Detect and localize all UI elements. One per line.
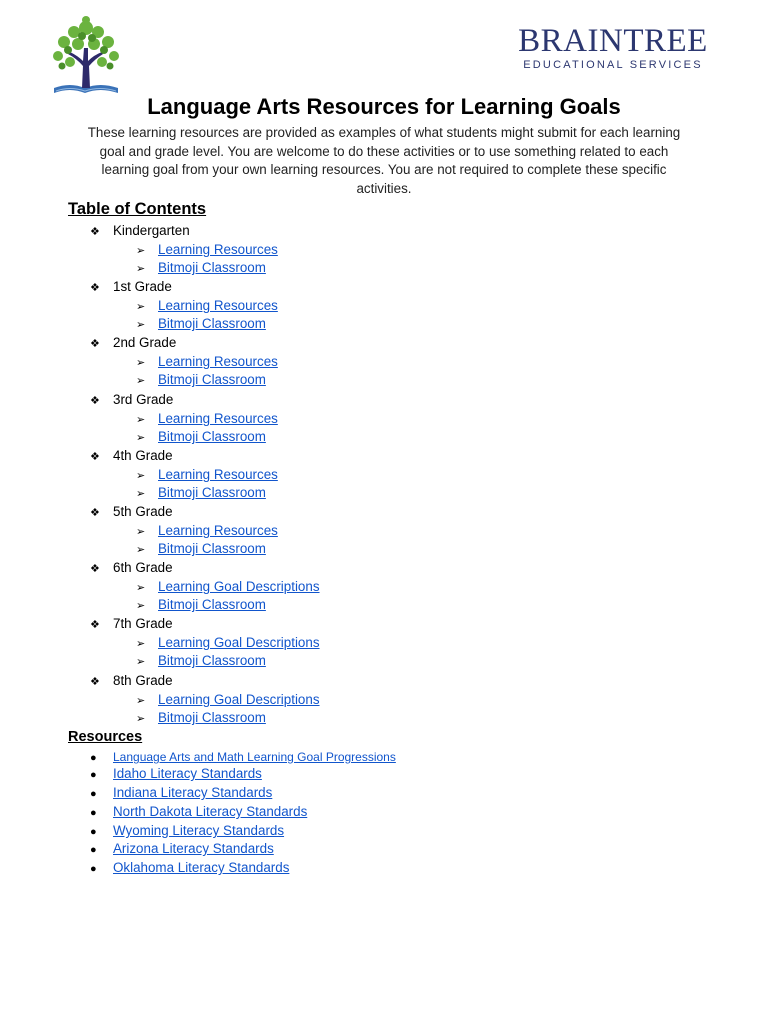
diamond-bullet-icon: ❖ <box>90 507 100 519</box>
dot-bullet-icon: ● <box>90 807 97 819</box>
arrow-bullet-icon: ➢ <box>136 713 146 725</box>
diamond-bullet-icon: ❖ <box>90 619 100 631</box>
link-7th-grade-learning-goal-descriptions[interactable]: Learning Goal Descriptions <box>158 635 320 650</box>
dot-bullet-icon: ● <box>90 844 97 856</box>
link-7th-grade-bitmoji-classroom[interactable]: Bitmoji Classroom <box>158 653 266 668</box>
arrow-bullet-icon: ➢ <box>136 432 146 444</box>
diamond-bullet-icon: ❖ <box>90 395 100 407</box>
link-4th-grade-bitmoji-classroom[interactable]: Bitmoji Classroom <box>158 485 266 500</box>
arrow-bullet-icon: ➢ <box>136 263 146 275</box>
toc-sub-item <box>136 634 320 652</box>
resource-link-language-arts-and-math-learning-goal-progressions[interactable]: Language Arts and Math Learning Goal Progressions <box>113 750 396 764</box>
toc-grade-label: 3rd Grade <box>113 392 174 407</box>
arrow-bullet-icon: ➢ <box>136 638 146 650</box>
toc-grade-label: 1st Grade <box>113 279 172 294</box>
toc-sub-item <box>136 259 266 277</box>
toc-grade-label: 4th Grade <box>113 448 173 463</box>
tree-logo <box>48 14 124 98</box>
arrow-bullet-icon: ➢ <box>136 319 146 331</box>
resource-link-idaho-literacy-standards[interactable]: Idaho Literacy Standards <box>113 766 262 781</box>
toc-sub-item <box>136 371 266 389</box>
arrow-bullet-icon: ➢ <box>136 301 146 313</box>
arrow-bullet-icon: ➢ <box>136 245 146 257</box>
resource-item <box>90 784 272 802</box>
brand-tagline: EDUCATIONAL SERVICES <box>523 59 703 71</box>
toc-sub-item <box>136 709 266 727</box>
toc-sub-item <box>136 315 266 333</box>
toc-sub-item <box>136 540 266 558</box>
toc-sub-item <box>136 691 320 709</box>
toc-sub-item <box>136 428 266 446</box>
brand-name: BRAINTREE <box>518 23 708 59</box>
resource-item <box>90 765 262 783</box>
toc-sub-item <box>136 297 278 315</box>
diamond-bullet-icon: ❖ <box>90 451 100 463</box>
resource-item <box>90 840 274 858</box>
resource-item <box>90 859 289 877</box>
diamond-bullet-icon: ❖ <box>90 226 100 238</box>
resource-item <box>90 748 396 766</box>
arrow-bullet-icon: ➢ <box>136 544 146 556</box>
dot-bullet-icon: ● <box>90 826 97 838</box>
link-4th-grade-learning-resources[interactable]: Learning Resources <box>158 467 278 482</box>
link-5th-grade-learning-resources[interactable]: Learning Resources <box>158 523 278 538</box>
toc-heading: Table of Contents <box>68 200 207 218</box>
toc-grade-label: 2nd Grade <box>113 335 177 350</box>
dot-bullet-icon: ● <box>90 752 97 764</box>
toc-grade-kindergarten <box>90 222 190 240</box>
resource-item <box>90 822 284 840</box>
link-6th-grade-bitmoji-classroom[interactable]: Bitmoji Classroom <box>158 597 266 612</box>
toc-grade-1st-grade <box>90 278 172 296</box>
dot-bullet-icon: ● <box>90 769 97 781</box>
toc-grade-label: 5th Grade <box>113 504 173 519</box>
link-1st-grade-bitmoji-classroom[interactable]: Bitmoji Classroom <box>158 316 266 331</box>
toc-grade-3rd-grade <box>90 391 173 409</box>
toc-sub-item <box>136 522 278 540</box>
resource-link-oklahoma-literacy-standards[interactable]: Oklahoma Literacy Standards <box>113 860 290 875</box>
diamond-bullet-icon: ❖ <box>90 338 100 350</box>
dot-bullet-icon: ● <box>90 788 97 800</box>
link-8th-grade-learning-goal-descriptions[interactable]: Learning Goal Descriptions <box>158 692 320 707</box>
toc-grade-label: 6th Grade <box>113 560 173 575</box>
link-kindergarten-learning-resources[interactable]: Learning Resources <box>158 242 278 257</box>
arrow-bullet-icon: ➢ <box>136 414 146 426</box>
toc-grade-7th-grade <box>90 615 173 633</box>
toc-sub-item <box>136 484 266 502</box>
resource-link-indiana-literacy-standards[interactable]: Indiana Literacy Standards <box>113 785 273 800</box>
arrow-bullet-icon: ➢ <box>136 375 146 387</box>
diamond-bullet-icon: ❖ <box>90 676 100 688</box>
diamond-bullet-icon: ❖ <box>90 563 100 575</box>
toc-sub-item <box>136 652 266 670</box>
intro-paragraph: These learning resources are provided as examples of what students might submit for each learning goal and grade level. You are welcome to do these activities or to use something related to each learning goal from your own learning resources. You are not required to complete these specific activities. <box>87 125 681 196</box>
toc-grade-label: Kindergarten <box>113 223 190 238</box>
arrow-bullet-icon: ➢ <box>136 526 146 538</box>
resource-item <box>90 803 307 821</box>
diamond-bullet-icon: ❖ <box>90 282 100 294</box>
arrow-bullet-icon: ➢ <box>136 488 146 500</box>
toc-sub-item <box>136 410 278 428</box>
toc-sub-item <box>136 241 278 259</box>
toc-sub-item <box>136 578 320 596</box>
arrow-bullet-icon: ➢ <box>136 357 146 369</box>
toc-grade-2nd-grade <box>90 334 176 352</box>
toc-grade-label: 7th Grade <box>113 616 173 631</box>
toc-sub-item <box>136 466 278 484</box>
resource-link-wyoming-literacy-standards[interactable]: Wyoming Literacy Standards <box>113 823 285 838</box>
toc-grade-label: 8th Grade <box>113 673 173 688</box>
link-1st-grade-learning-resources[interactable]: Learning Resources <box>158 298 278 313</box>
toc-grade-5th-grade <box>90 503 173 521</box>
toc-grade-4th-grade <box>90 447 173 465</box>
brand-logo <box>516 24 710 71</box>
page-title: Language Arts Resources for Learning Goals <box>147 94 621 119</box>
link-kindergarten-bitmoji-classroom[interactable]: Bitmoji Classroom <box>158 260 266 275</box>
link-6th-grade-learning-goal-descriptions[interactable]: Learning Goal Descriptions <box>158 579 320 594</box>
toc-sub-item <box>136 353 278 371</box>
link-2nd-grade-bitmoji-classroom[interactable]: Bitmoji Classroom <box>158 372 266 387</box>
arrow-bullet-icon: ➢ <box>136 695 146 707</box>
arrow-bullet-icon: ➢ <box>136 656 146 668</box>
toc-sub-item <box>136 596 266 614</box>
arrow-bullet-icon: ➢ <box>136 470 146 482</box>
resource-link-north-dakota-literacy-standards[interactable]: North Dakota Literacy Standards <box>113 804 308 819</box>
toc-grade-6th-grade <box>90 559 173 577</box>
link-5th-grade-bitmoji-classroom[interactable]: Bitmoji Classroom <box>158 541 266 556</box>
link-3rd-grade-bitmoji-classroom[interactable]: Bitmoji Classroom <box>158 429 266 444</box>
arrow-bullet-icon: ➢ <box>136 582 146 594</box>
dot-bullet-icon: ● <box>90 863 97 875</box>
resource-link-arizona-literacy-standards[interactable]: Arizona Literacy Standards <box>113 841 274 856</box>
resources-heading: Resources <box>68 729 143 745</box>
link-8th-grade-bitmoji-classroom[interactable]: Bitmoji Classroom <box>158 710 266 725</box>
link-3rd-grade-learning-resources[interactable]: Learning Resources <box>158 411 278 426</box>
toc-grade-8th-grade <box>90 672 173 690</box>
arrow-bullet-icon: ➢ <box>136 600 146 612</box>
link-2nd-grade-learning-resources[interactable]: Learning Resources <box>158 354 278 369</box>
